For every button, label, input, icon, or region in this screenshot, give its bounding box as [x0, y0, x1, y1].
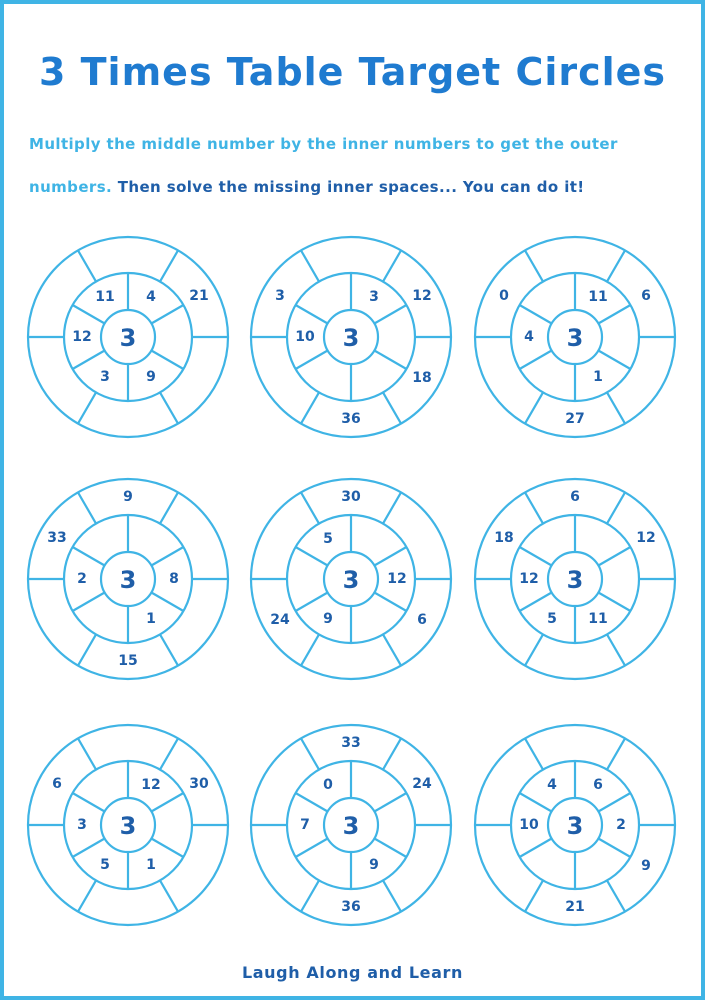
outer-divider-line	[525, 492, 543, 523]
target-circle	[28, 479, 228, 679]
outer-divider-line	[78, 738, 96, 769]
inner-divider-line	[296, 351, 328, 370]
target-circle	[475, 725, 675, 925]
center-number: 3	[119, 566, 137, 594]
outer-divider-line	[160, 880, 178, 911]
outer-number: 36	[341, 899, 361, 915]
inner-divider-line	[73, 351, 105, 370]
center-number: 3	[119, 324, 137, 352]
instructions-line-2-part-1: numbers.	[29, 178, 113, 196]
inner-divider-line	[73, 593, 105, 612]
outer-divider-line	[383, 492, 401, 523]
inner-divider-line	[151, 305, 183, 324]
inner-divider-line	[296, 839, 328, 858]
inner-number: 0	[323, 777, 333, 794]
inner-divider-line	[151, 839, 183, 858]
target-circle	[251, 237, 451, 437]
center-number: 3	[566, 566, 584, 594]
outer-number: 30	[189, 776, 209, 792]
page-title: 3 Times Table Target Circles	[38, 50, 667, 94]
outer-number: 36	[341, 411, 361, 427]
outer-divider-line	[160, 634, 178, 665]
inner-divider-line	[520, 593, 552, 612]
outer-number: 6	[641, 288, 651, 304]
center-number: 3	[566, 324, 584, 352]
outer-number: 6	[570, 489, 580, 505]
outer-divider-line	[301, 492, 319, 523]
outer-divider-line	[383, 250, 401, 281]
inner-number: 5	[547, 610, 557, 627]
outer-number: 12	[636, 530, 656, 546]
outer-divider-line	[607, 392, 625, 423]
outer-divider-line	[525, 634, 543, 665]
target-circles-grid	[4, 4, 701, 996]
footer-brand: Laugh Along and Learn	[241, 963, 463, 982]
inner-divider-line	[151, 593, 183, 612]
inner-number: 1	[593, 368, 603, 385]
inner-divider-line	[73, 793, 105, 812]
instructions-line-2-part-2: Then solve the missing inner spaces... You can do it!	[117, 178, 585, 196]
inner-number: 4	[547, 777, 557, 794]
target-circle	[475, 237, 675, 437]
inner-number: 8	[169, 571, 179, 587]
outer-divider-line	[607, 738, 625, 769]
inner-divider-line	[151, 793, 183, 812]
outer-divider-line	[160, 392, 178, 423]
outer-divider-line	[78, 392, 96, 423]
outer-divider-line	[301, 392, 319, 423]
inner-divider-line	[296, 547, 328, 566]
outer-divider-line	[607, 492, 625, 523]
inner-number: 3	[369, 289, 379, 306]
outer-divider-line	[78, 492, 96, 523]
target-circle	[475, 479, 675, 679]
inner-divider-line	[374, 547, 406, 566]
inner-divider-line	[520, 351, 552, 370]
inner-number: 5	[323, 531, 333, 548]
inner-divider-line	[374, 593, 406, 612]
outer-divider-line	[383, 392, 401, 423]
target-circle	[251, 725, 451, 925]
outer-number: 3	[275, 288, 285, 304]
outer-divider-line	[525, 392, 543, 423]
inner-number: 11	[588, 289, 608, 306]
inner-number: 2	[616, 817, 626, 833]
outer-divider-line	[78, 880, 96, 911]
inner-number: 2	[77, 571, 87, 587]
inner-number: 12	[387, 571, 407, 587]
inner-divider-line	[374, 839, 406, 858]
outer-number: 6	[52, 776, 62, 792]
inner-divider-line	[598, 839, 630, 858]
outer-number: 24	[412, 776, 432, 792]
outer-divider-line	[301, 738, 319, 769]
inner-number: 4	[146, 289, 156, 306]
inner-number: 1	[146, 856, 156, 873]
inner-number: 9	[369, 856, 379, 873]
inner-number: 9	[146, 368, 156, 385]
inner-divider-line	[151, 547, 183, 566]
inner-number: 11	[588, 610, 608, 627]
outer-number: 18	[412, 370, 432, 386]
outer-divider-line	[160, 250, 178, 281]
inner-divider-line	[520, 839, 552, 858]
target-circle	[28, 237, 228, 437]
outer-number: 0	[499, 288, 509, 304]
inner-divider-line	[598, 547, 630, 566]
center-number: 3	[119, 812, 137, 840]
inner-number: 3	[100, 368, 110, 385]
inner-divider-line	[73, 547, 105, 566]
outer-divider-line	[301, 250, 319, 281]
outer-number: 9	[641, 858, 651, 874]
outer-divider-line	[160, 738, 178, 769]
inner-divider-line	[374, 793, 406, 812]
outer-divider-line	[301, 634, 319, 665]
outer-number: 15	[118, 653, 138, 669]
outer-number: 33	[47, 530, 67, 546]
outer-divider-line	[160, 492, 178, 523]
inner-divider-line	[296, 593, 328, 612]
inner-divider-line	[73, 839, 105, 858]
outer-number: 30	[341, 489, 361, 505]
inner-divider-line	[374, 305, 406, 324]
inner-number: 6	[593, 777, 603, 794]
outer-number: 21	[565, 899, 585, 915]
inner-number: 12	[72, 329, 92, 345]
inner-divider-line	[374, 351, 406, 370]
center-number: 3	[566, 812, 584, 840]
outer-divider-line	[607, 250, 625, 281]
outer-divider-line	[301, 880, 319, 911]
inner-divider-line	[520, 547, 552, 566]
outer-number: 12	[412, 288, 432, 304]
inner-divider-line	[73, 305, 105, 324]
center-number: 3	[342, 566, 360, 594]
inner-number: 3	[77, 817, 87, 833]
outer-number: 21	[189, 288, 209, 304]
inner-divider-line	[598, 593, 630, 612]
inner-number: 12	[141, 777, 161, 794]
inner-number: 5	[100, 856, 110, 873]
outer-divider-line	[78, 250, 96, 281]
inner-divider-line	[598, 351, 630, 370]
target-circle	[28, 725, 228, 925]
outer-divider-line	[525, 250, 543, 281]
inner-divider-line	[598, 305, 630, 324]
inner-number: 10	[519, 817, 539, 833]
outer-divider-line	[607, 634, 625, 665]
inner-number: 12	[519, 571, 539, 587]
inner-number: 9	[323, 610, 333, 627]
inner-divider-line	[598, 793, 630, 812]
center-number: 3	[342, 812, 360, 840]
outer-number: 9	[123, 489, 133, 505]
outer-divider-line	[607, 880, 625, 911]
inner-divider-line	[520, 793, 552, 812]
outer-number: 24	[270, 612, 290, 628]
outer-divider-line	[383, 738, 401, 769]
outer-divider-line	[78, 634, 96, 665]
outer-divider-line	[525, 880, 543, 911]
outer-divider-line	[525, 738, 543, 769]
instructions-line-1: Multiply the middle number by the inner numbers to get the outer	[29, 135, 618, 153]
outer-number: 27	[565, 411, 585, 427]
outer-divider-line	[383, 880, 401, 911]
inner-divider-line	[520, 305, 552, 324]
inner-divider-line	[296, 305, 328, 324]
inner-number: 11	[95, 289, 115, 306]
outer-number: 18	[494, 530, 514, 546]
inner-number: 1	[146, 610, 156, 627]
outer-number: 33	[341, 735, 361, 751]
inner-number: 10	[295, 329, 315, 345]
inner-number: 7	[300, 817, 310, 833]
inner-divider-line	[151, 351, 183, 370]
outer-number: 6	[417, 612, 427, 628]
inner-number: 4	[524, 329, 534, 345]
center-number: 3	[342, 324, 360, 352]
inner-divider-line	[296, 793, 328, 812]
target-circle	[251, 479, 451, 679]
outer-divider-line	[383, 634, 401, 665]
